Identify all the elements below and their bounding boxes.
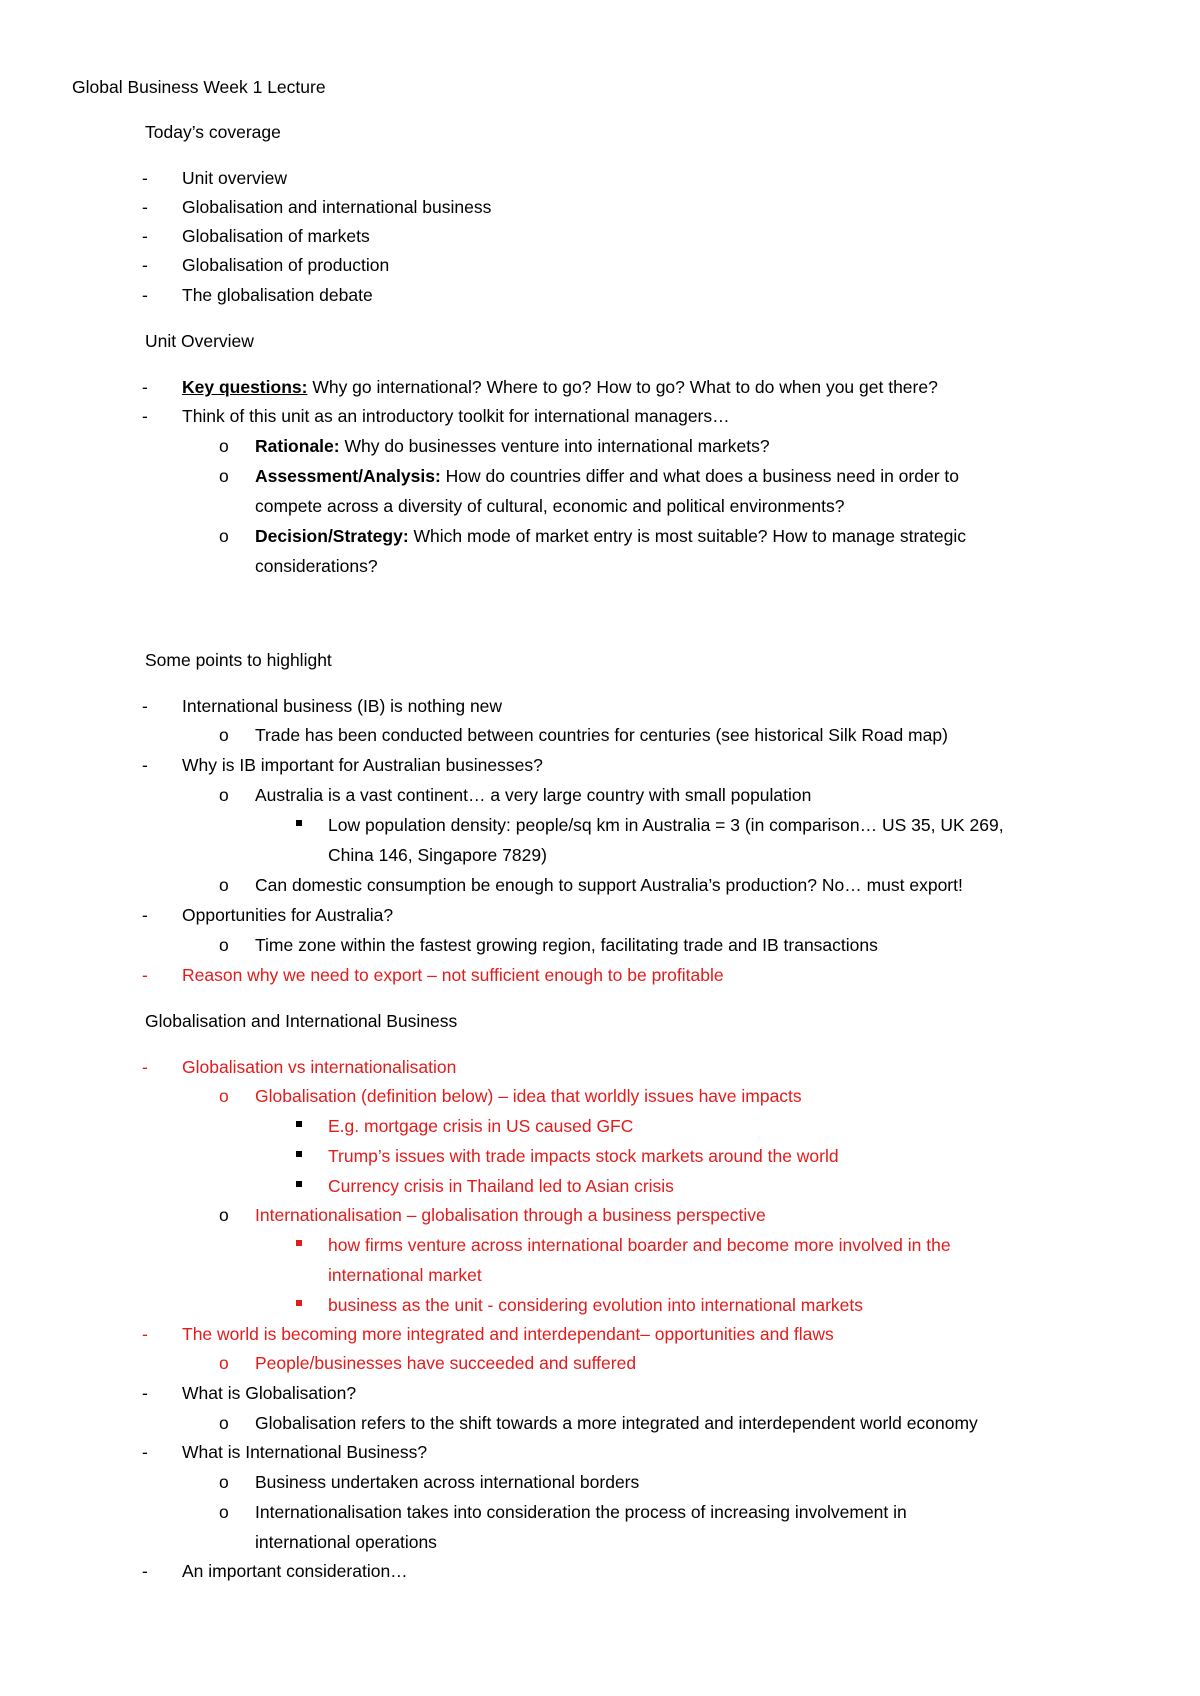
square-bullet bbox=[296, 1181, 302, 1187]
assessment-text: How do countries differ and what does a business need in order to bbox=[440, 466, 959, 486]
highlight-line: Australia is a vast continent… a very large country with small population bbox=[255, 785, 812, 805]
decision-label: Decision/Strategy: bbox=[255, 526, 409, 546]
square-bullet bbox=[296, 1240, 302, 1246]
highlight-line: International business (IB) is nothing new bbox=[182, 696, 503, 716]
coverage-item: Globalisation and international business bbox=[182, 197, 492, 217]
rationale-line bbox=[255, 435, 770, 457]
globalisation-line: People/businesses have succeeded and suffered bbox=[255, 1353, 637, 1373]
globalisation-line: Globalisation (definition below) – idea that worldly issues have impacts bbox=[255, 1086, 802, 1106]
globalisation-line: Globalisation vs internationalisation bbox=[182, 1057, 457, 1077]
coverage-heading: Today’s coverage bbox=[145, 122, 281, 142]
dash-marker: - bbox=[142, 965, 148, 985]
globalisation-line: Currency crisis in Thailand led to Asian crisis bbox=[328, 1176, 674, 1196]
circle-marker: o bbox=[219, 436, 229, 456]
circle-marker: o bbox=[219, 1086, 229, 1106]
dash-marker: - bbox=[142, 1561, 148, 1581]
globalisation-line: E.g. mortgage crisis in US caused GFC bbox=[328, 1116, 634, 1136]
highlight-line: China 146, Singapore 7829) bbox=[328, 845, 547, 865]
dash-marker: - bbox=[142, 255, 148, 275]
highlight-line: Time zone within the fastest growing region, facilitating trade and IB transactions bbox=[255, 935, 878, 955]
circle-marker: o bbox=[219, 1205, 229, 1225]
dash-marker: - bbox=[142, 406, 148, 426]
globalisation-line: business as the unit - considering evolution into international markets bbox=[328, 1295, 864, 1315]
highlight-line: Low population density: people/sq km in Australia = 3 (in comparison… US 35, UK 269, bbox=[328, 815, 1004, 835]
circle-marker: o bbox=[219, 785, 229, 805]
circle-marker: o bbox=[219, 466, 229, 486]
globalisation-line: Business undertaken across international borders bbox=[255, 1472, 640, 1492]
document-title: Global Business Week 1 Lecture bbox=[72, 77, 326, 97]
rationale-text: Why do businesses venture into international markets? bbox=[339, 436, 770, 456]
square-bullet bbox=[296, 1300, 302, 1306]
dash-marker: - bbox=[142, 285, 148, 305]
circle-marker: o bbox=[219, 1353, 229, 1373]
circle-marker: o bbox=[219, 526, 229, 546]
dash-marker: - bbox=[142, 696, 148, 716]
globalisation-line: how firms venture across international boarder and become more involved in the bbox=[328, 1235, 951, 1255]
globalisation-line: international market bbox=[328, 1265, 482, 1285]
highlight-line: Can domestic consumption be enough to support Australia’s production? No… must export! bbox=[255, 875, 963, 895]
dash-marker: - bbox=[142, 226, 148, 246]
globalisation-line: Internationalisation takes into consideration the process of increasing involvement in bbox=[255, 1502, 907, 1522]
highlight-line-annotation: Reason why we need to export – not sufficient enough to be profitable bbox=[182, 965, 724, 985]
circle-marker: o bbox=[219, 1502, 229, 1522]
highlight-line: Why is IB important for Australian businesses? bbox=[182, 755, 543, 775]
globalisation-line: What is International Business? bbox=[182, 1442, 428, 1462]
assessment-line bbox=[255, 465, 959, 487]
key-questions-text: Why go international? Where to go? How to go? What to do when you get there? bbox=[307, 377, 938, 397]
circle-marker: o bbox=[219, 1472, 229, 1492]
globalisation-line: Internationalisation – globalisation through a business perspective bbox=[255, 1205, 766, 1225]
globalisation-line: The world is becoming more integrated and interdependant– opportunities and flaws bbox=[182, 1324, 834, 1344]
square-bullet bbox=[296, 1151, 302, 1157]
overview-heading: Unit Overview bbox=[145, 331, 254, 351]
circle-marker: o bbox=[219, 875, 229, 895]
coverage-item: Globalisation of production bbox=[182, 255, 390, 275]
decision-line-cont: considerations? bbox=[255, 556, 378, 576]
dash-marker: - bbox=[142, 905, 148, 925]
highlights-heading: Some points to highlight bbox=[145, 650, 332, 670]
circle-marker: o bbox=[219, 725, 229, 745]
dash-marker: - bbox=[142, 168, 148, 188]
dash-marker: - bbox=[142, 1383, 148, 1403]
coverage-item: Unit overview bbox=[182, 168, 288, 188]
rationale-label: Rationale: bbox=[255, 436, 340, 456]
dash-marker: - bbox=[142, 1057, 148, 1077]
assessment-label: Assessment/Analysis: bbox=[255, 466, 441, 486]
globalisation-line: Globalisation refers to the shift towards a more integrated and interdependent world economy bbox=[255, 1413, 978, 1433]
square-bullet bbox=[296, 1121, 302, 1127]
coverage-item: The globalisation debate bbox=[182, 285, 373, 305]
coverage-item: Globalisation of markets bbox=[182, 226, 370, 246]
globalisation-line: Trump’s issues with trade impacts stock markets around the world bbox=[328, 1146, 839, 1166]
globalisation-line: international operations bbox=[255, 1532, 437, 1552]
globalisation-line: What is Globalisation? bbox=[182, 1383, 357, 1403]
globalisation-heading: Globalisation and International Business bbox=[145, 1011, 458, 1031]
decision-text: Which mode of market entry is most suitable? How to manage strategic bbox=[408, 526, 966, 546]
key-questions-line bbox=[182, 376, 938, 398]
decision-line bbox=[255, 525, 966, 547]
circle-marker: o bbox=[219, 1413, 229, 1433]
circle-marker: o bbox=[219, 935, 229, 955]
assessment-line-cont: compete across a diversity of cultural, economic and political environments? bbox=[255, 496, 845, 516]
dash-marker: - bbox=[142, 1324, 148, 1344]
dash-marker: - bbox=[142, 197, 148, 217]
dash-marker: - bbox=[142, 377, 148, 397]
toolkit-line: Think of this unit as an introductory toolkit for international managers… bbox=[182, 406, 730, 426]
globalisation-line: An important consideration… bbox=[182, 1561, 408, 1581]
square-bullet bbox=[296, 820, 302, 826]
highlight-line: Trade has been conducted between countries for centuries (see historical Silk Road map) bbox=[255, 725, 948, 745]
key-questions-label: Key questions: bbox=[182, 377, 308, 397]
highlight-line: Opportunities for Australia? bbox=[182, 905, 394, 925]
dash-marker: - bbox=[142, 1442, 148, 1462]
dash-marker: - bbox=[142, 755, 148, 775]
